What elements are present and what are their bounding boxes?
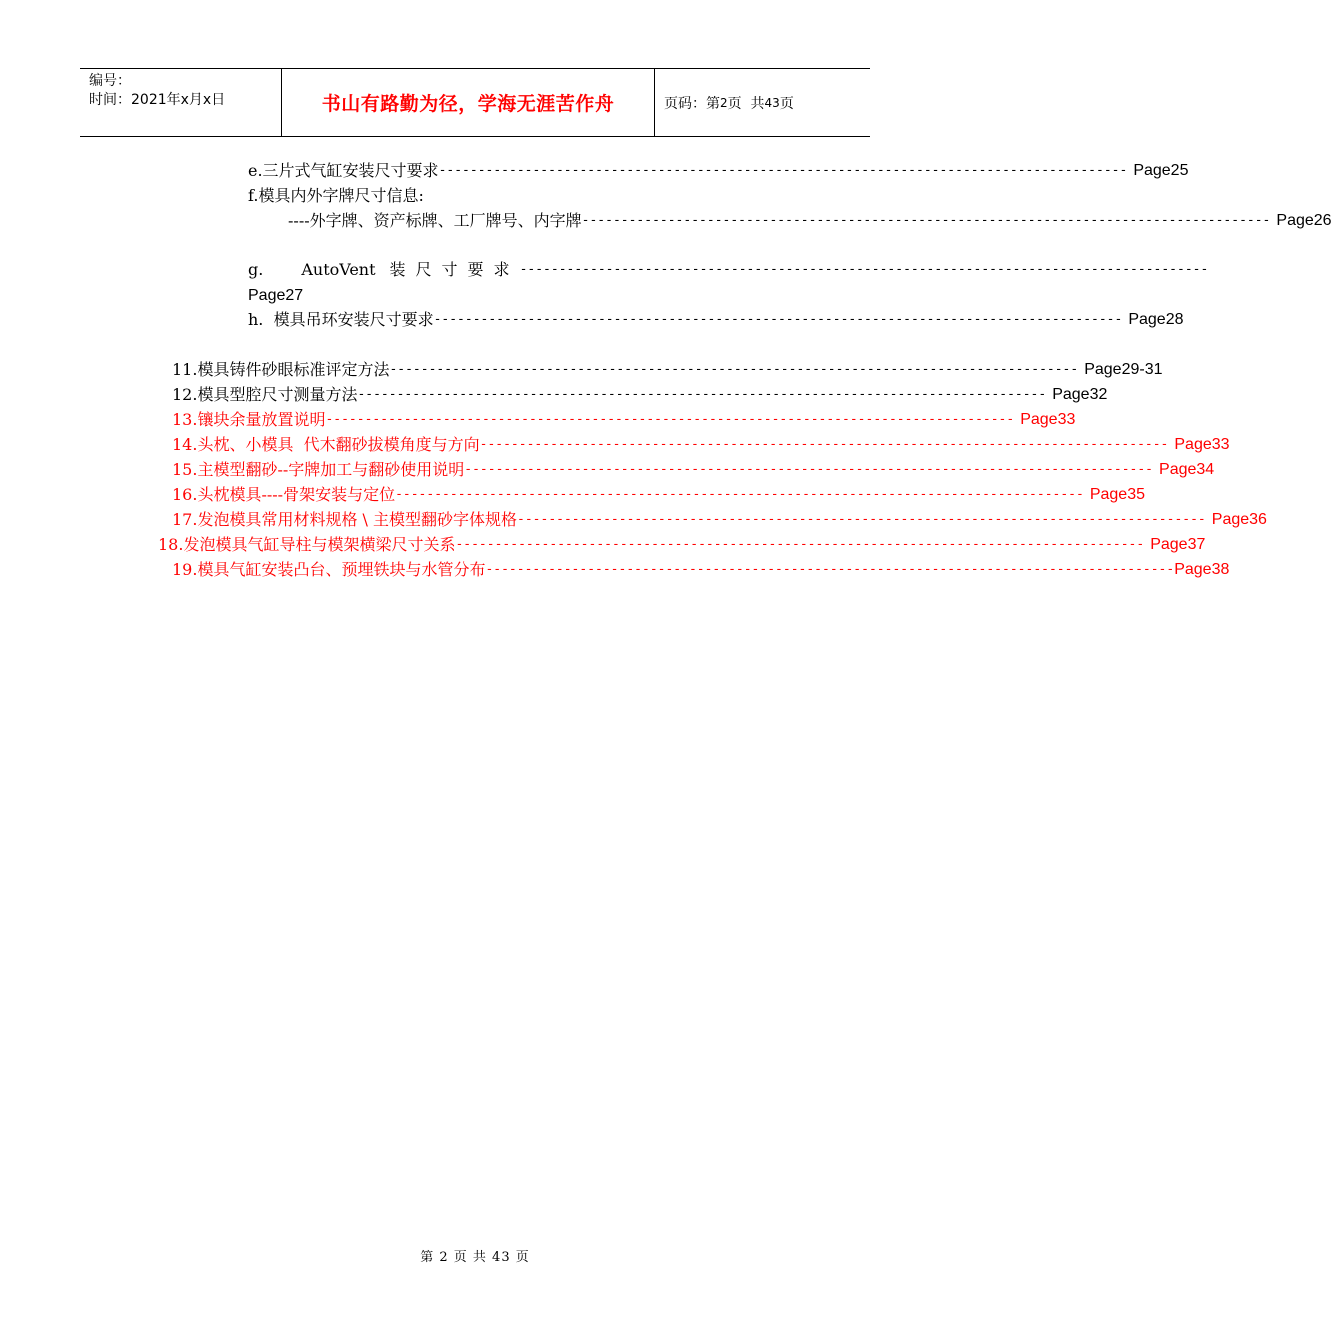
time-label: 时间：2021年x月x日 (89, 92, 226, 108)
toc-entry-page: Page32 (1052, 386, 1108, 403)
toc-entry-title: 11.模具铸件砂眼标准评定方法 (172, 360, 390, 379)
toc-entry-prefix: g. (248, 260, 264, 279)
toc-entry-page: Page33 (1174, 436, 1230, 453)
toc-entry-17[interactable] (172, 509, 1267, 531)
toc-entry-page: Page33 (1020, 411, 1076, 428)
toc-entry-e[interactable] (248, 160, 1189, 182)
toc-entry-title: ----外字牌、资产标牌、工厂牌号、内字牌 (288, 211, 582, 230)
toc-entry-f[interactable] (248, 185, 424, 207)
page-label: 页码：第 (664, 95, 720, 112)
toc-entry-14[interactable] (172, 434, 1230, 456)
toc-entry-title: 18.发泡模具气缸导柱与模架横梁尺寸关系 (158, 535, 456, 554)
toc-entry-g[interactable] (248, 259, 1209, 281)
toc-entry-title: 12.模具型腔尺寸测量方法 (172, 385, 358, 404)
header-right-cell (655, 69, 870, 136)
toc-entry-page: Page38 (1174, 561, 1230, 578)
toc-leader: ---------------------------------------------------------------------------------------- (517, 512, 1206, 527)
toc-leader: ---------------------------------------------------------------------------------------- (519, 262, 1209, 277)
toc-leader: ---------------------------------------------------------------------------------------- (433, 312, 1123, 327)
page-end: 页 (779, 95, 794, 112)
page-mid: 页 共 (727, 95, 765, 112)
toc-leader: ---------------------------------------------------------------------------------------- (581, 213, 1271, 228)
toc-entry-page: Page26 (1276, 212, 1332, 229)
toc-entry-19[interactable] (172, 559, 1230, 581)
toc-entry-title: 17.发泡模具常用材料规格 \ 主模型翻砂字体规格 (172, 510, 518, 529)
toc-entry-13[interactable] (172, 409, 1076, 431)
toc-leader: ---------------------------------------------------------------------------------------- (389, 362, 1079, 377)
toc-entry-title-rest: 装尺寸要求 (389, 260, 520, 279)
toc-entry-f-sub[interactable] (288, 210, 1332, 232)
toc-leader: ---------------------------------------------------------------------------------------- (438, 163, 1128, 178)
toc-leader: ---------------------------------------------------------------------------------------- (464, 462, 1154, 477)
header-left-cell (80, 69, 282, 136)
toc-entry-h[interactable] (248, 309, 1184, 331)
toc-entry-title: e.三片式气缸安装尺寸要求 (248, 161, 439, 180)
toc-entry-title: f.模具内外字牌尺寸信息: (248, 186, 424, 205)
page-total: 43 (764, 95, 780, 110)
toc-entry-page: Page35 (1089, 486, 1145, 503)
toc-entry-g-page: Page27 (248, 287, 304, 304)
toc-entry-title: 13.镶块余量放置说明 (172, 410, 326, 429)
motto-text: 书山有路勤为径，学海无涯苦作舟 (321, 93, 615, 115)
toc-leader: ---------------------------------------------------------------------------------------- (455, 537, 1145, 552)
page-header (80, 68, 870, 137)
toc-entry-page: Page29-31 (1084, 361, 1163, 378)
toc-entry-title: 14.头枕、小模具 代木翻砂拔模角度与方向 (172, 435, 480, 454)
toc-entry-title: AutoVent (301, 260, 376, 279)
toc-leader: ---------------------------------------------------------------------------------------- (479, 437, 1169, 452)
toc-entry-page: Page34 (1159, 461, 1215, 478)
toc-entry-title: h. 模具吊环安装尺寸要求 (248, 310, 434, 329)
page-current: 2 (720, 95, 728, 110)
toc-entry-title: 19.模具气缸安装凸台、预埋铁块与水管分布 (172, 560, 486, 579)
toc-entry-12[interactable] (172, 384, 1108, 406)
toc-leader: ---------------------------------------------------------------------------------------- (485, 562, 1175, 577)
toc-entry-title: 16.头枕模具----骨架安装与定位 (172, 485, 396, 504)
toc-entry-title: 15.主模型翻砂--字牌加工与翻砂使用说明 (172, 460, 465, 479)
toc-leader: ---------------------------------------------------------------------------------------- (357, 387, 1047, 402)
toc-entry-page: Page25 (1133, 162, 1189, 179)
toc-entry-15[interactable] (172, 459, 1215, 481)
toc-entry-page: Page28 (1128, 311, 1184, 328)
toc-leader: ---------------------------------------------------------------------------------------- (325, 412, 1015, 427)
toc-entry-page: Page36 (1211, 511, 1267, 528)
toc-entry-11[interactable] (172, 359, 1163, 381)
number-label: 编号： (89, 73, 131, 89)
header-middle-cell (282, 69, 655, 136)
toc-entry-page: Page37 (1150, 536, 1206, 553)
toc-entry-16[interactable] (172, 484, 1145, 506)
toc-entry-18[interactable] (158, 534, 1206, 556)
page-footer: 第 2 页 共 43 页 (420, 1250, 530, 1265)
toc-leader: ---------------------------------------------------------------------------------------- (395, 487, 1084, 502)
